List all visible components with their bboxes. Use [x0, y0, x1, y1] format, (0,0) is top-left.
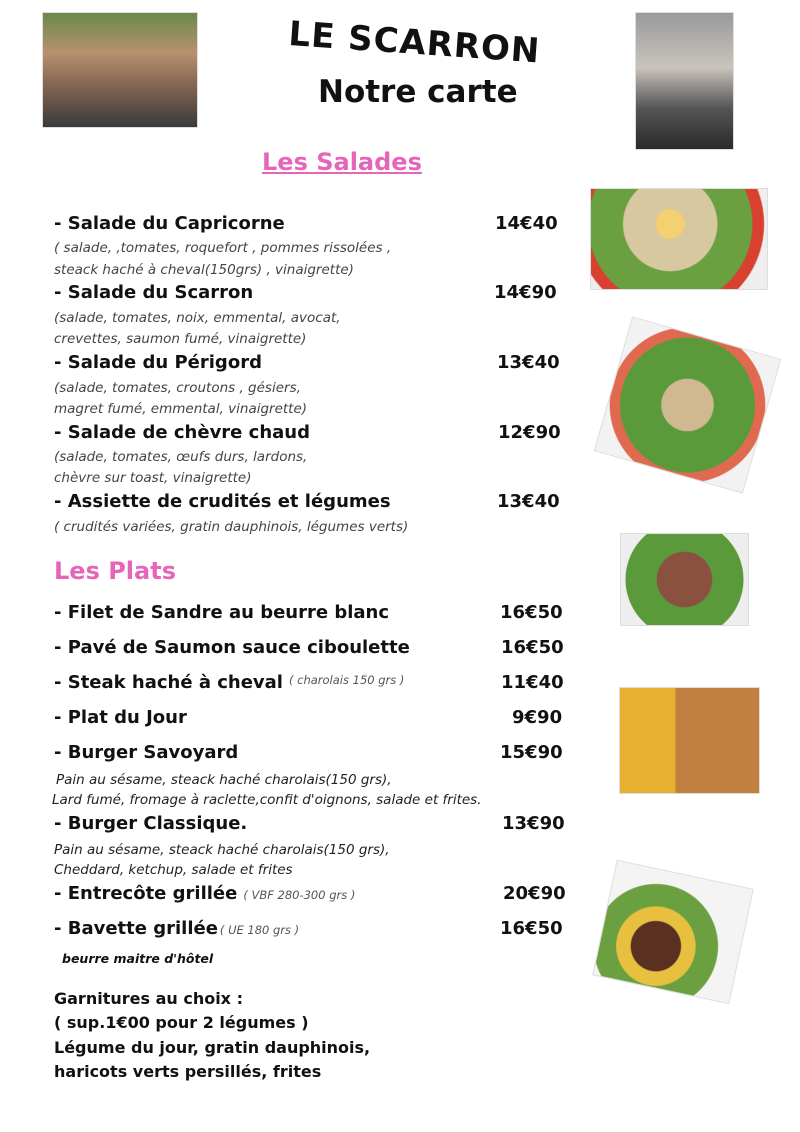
menu-item-name: - Pavé de Saumon sauce ciboulette	[54, 637, 410, 658]
menu-item-name: - Bavette grillée	[54, 918, 218, 939]
garnitures-line: ( sup.1€00 pour 2 légumes )	[54, 1013, 309, 1032]
menu-item-note: ( UE 180 grs )	[219, 923, 300, 937]
menu-item-desc: Pain au sésame, steack haché charolais(150 grs),	[56, 772, 392, 788]
menu-item-name: - Salade du Scarron	[54, 282, 254, 303]
menu-item-desc: (salade, tomates, œufs durs, lardons,	[54, 449, 308, 465]
menu-item-price: 13€90	[502, 813, 565, 834]
menu-item-desc: (salade, tomates, croutons , gésiers,	[54, 380, 301, 396]
menu-item-name: - Assiette de crudités et légumes	[54, 491, 391, 512]
menu-item-note: ( VBF 280-300 grs )	[243, 888, 356, 902]
menu-item-name: - Burger Savoyard	[54, 742, 239, 763]
menu-item-price: 9€90	[512, 707, 563, 728]
menu-item-price: 16€50	[501, 637, 564, 658]
menu-item-price: 16€50	[500, 918, 563, 939]
menu-item-name: - Entrecôte grillée	[54, 883, 238, 904]
dining-room-photo	[635, 12, 734, 150]
menu-item-price: 11€40	[501, 672, 564, 693]
menu-item-price: 13€40	[497, 491, 560, 512]
menu-item-desc: Pain au sésame, steack haché charolais(150 grs),	[54, 842, 390, 858]
menu-item-price: 20€90	[503, 883, 566, 904]
menu-item-name: - Salade de chèvre chaud	[54, 422, 310, 443]
menu-item-desc: magret fumé, emmental, vinaigrette)	[54, 401, 308, 417]
menu-item-extra: beurre maitre d'hôtel	[62, 951, 214, 966]
menu-item-price: 16€50	[500, 602, 563, 623]
menu-item-name: - Steak haché à cheval	[54, 672, 283, 693]
menu-item-note: ( charolais 150 grs )	[288, 673, 405, 687]
salad-photo-1	[590, 188, 768, 290]
menu-item-price: 12€90	[498, 422, 561, 443]
menu-item-name: - Burger Classique.	[54, 813, 248, 834]
menu-item-desc: (salade, tomates, noix, emmental, avocat,	[54, 310, 341, 326]
menu-item-desc: crevettes, saumon fumé, vinaigrette)	[54, 331, 307, 347]
menu-item-desc: ( salade, ,tomates, roquefort , pommes rissolées ,	[54, 240, 392, 256]
menu-item-price: 14€40	[495, 213, 558, 234]
menu-item-desc: chèvre sur toast, vinaigrette)	[54, 470, 252, 486]
steak-photo	[592, 860, 753, 1005]
page-subtitle: Notre carte	[318, 74, 518, 110]
burger-photo	[619, 687, 760, 794]
menu-item-desc: Cheddard, ketchup, salade et frites	[54, 862, 293, 878]
menu-item-price: 14€90	[494, 282, 557, 303]
garnitures-title: Garnitures au choix :	[54, 989, 243, 1008]
plats-heading: Les Plats	[54, 557, 176, 585]
salades-heading: Les Salades	[262, 148, 422, 176]
menu-item-price: 13€40	[497, 352, 560, 373]
garnitures-line: haricots verts persillés, frites	[54, 1062, 322, 1081]
menu-item-name: - Plat du Jour	[54, 707, 187, 728]
menu-item-desc: Lard fumé, fromage à raclette,confit d'oignons, salade et frites.	[52, 792, 482, 808]
menu-item-name: - Salade du Capricorne	[54, 213, 285, 234]
restaurant-name: LE SCARRON	[287, 14, 542, 72]
salad-photo-2	[594, 316, 782, 493]
plat-photo	[620, 533, 749, 626]
menu-item-desc: ( crudités variées, gratin dauphinois, légumes verts)	[54, 519, 409, 535]
terrace-photo	[42, 12, 198, 128]
menu-item-price: 15€90	[500, 742, 563, 763]
menu-item-name: - Salade du Périgord	[54, 352, 262, 373]
menu-item-name: - Filet de Sandre au beurre blanc	[54, 602, 390, 623]
garnitures-line: Légume du jour, gratin dauphinois,	[54, 1038, 371, 1057]
menu-item-desc: steack haché à cheval(150grs) , vinaigrette)	[54, 262, 354, 278]
